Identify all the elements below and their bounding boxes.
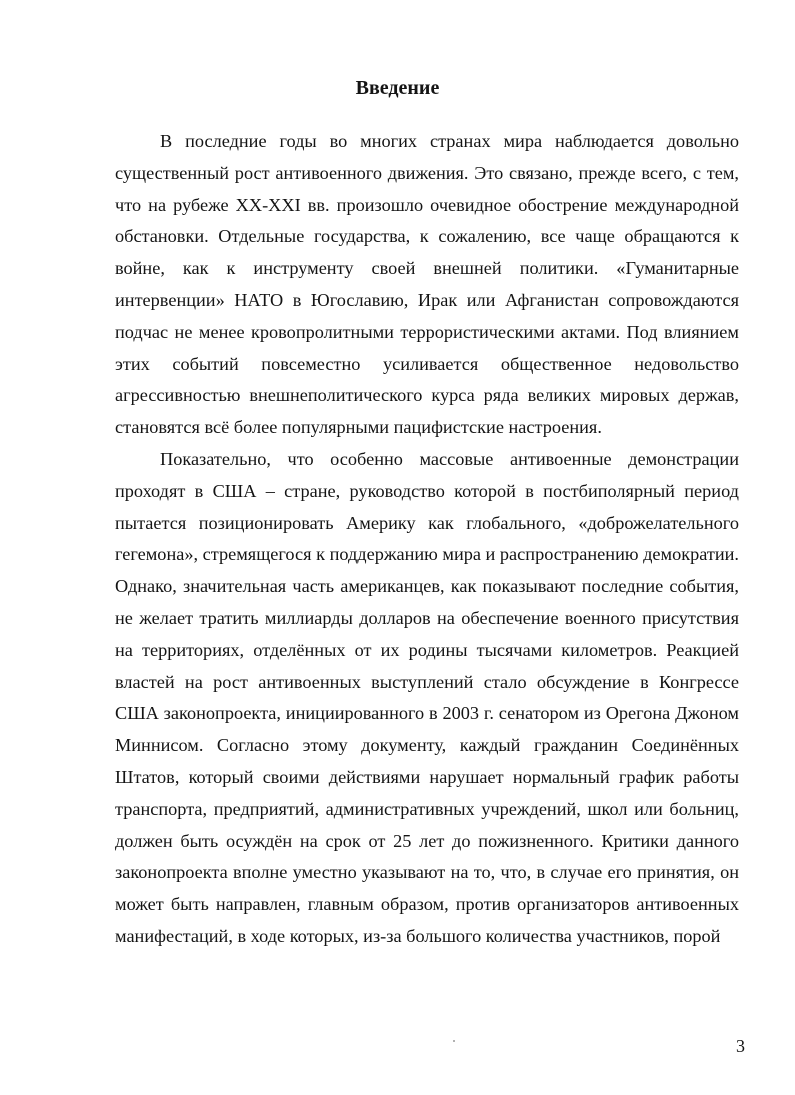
- paragraph-1: В последние годы во многих странах мира наблюдается довольно существенный рост антивоенного движения. Это связано, прежде всего, с тем, что на рубеже XX-XXI вв. произошло очевидное обострение международной обстановки. Отдельные государства, к сожалению, все чаще обращаются к войне, как к инструменту своей внешней политики. «Гуманитарные интервенции» НАТО в Югославию, Ирак или Афганистан сопровождаются подчас не менее кровопролитными террористическими актами. Под влиянием этих событий повсеместно усиливается общественное недовольство агрессивностью внешнеполитического курса ряда великих мировых держав, становятся всё более популярными пацифистские настроения.: [115, 131, 739, 438]
- section-title: Введение: [355, 77, 440, 99]
- body-text: [115, 126, 739, 953]
- page-number: 3: [736, 1036, 745, 1056]
- paragraph-2: Показательно, что особенно массовые антивоенные демонстрации проходят в США – стране, руководство которой в постбиполярный период пытается позиционировать Америку как глобального, «доброжелательного гегемона», стремящегося к поддержанию мира и распространению демократии. Однако, значительная часть американцев, как показывают последние события, не желает тратить миллиарды долларов на обеспечение военного присутствия на территориях, отделённых от их родины тысячами километров. Реакцией властей на рост антивоенных выступлений стало обсуждение в Конгрессе США законопроекта, инициированного в 2003 г. сенатором из Орегона Джоном Миннисом. Согласно этому документу, каждый гражданин Соединённых Штатов, который своими действиями нарушает нормальный график работы транспорта, предприятий, административных учреждений, школ или больниц, должен быть осуждён на срок от 25 лет до пожизненного. Критики данного законопроекта вполне уместно указывают на то, что, в случае его принятия, он может быть направлен, главным образом, против организаторов антивоенных манифестаций, в ходе которых, из-за большого количества участников, порой: [115, 448, 739, 946]
- scan-speck: [453, 1040, 455, 1042]
